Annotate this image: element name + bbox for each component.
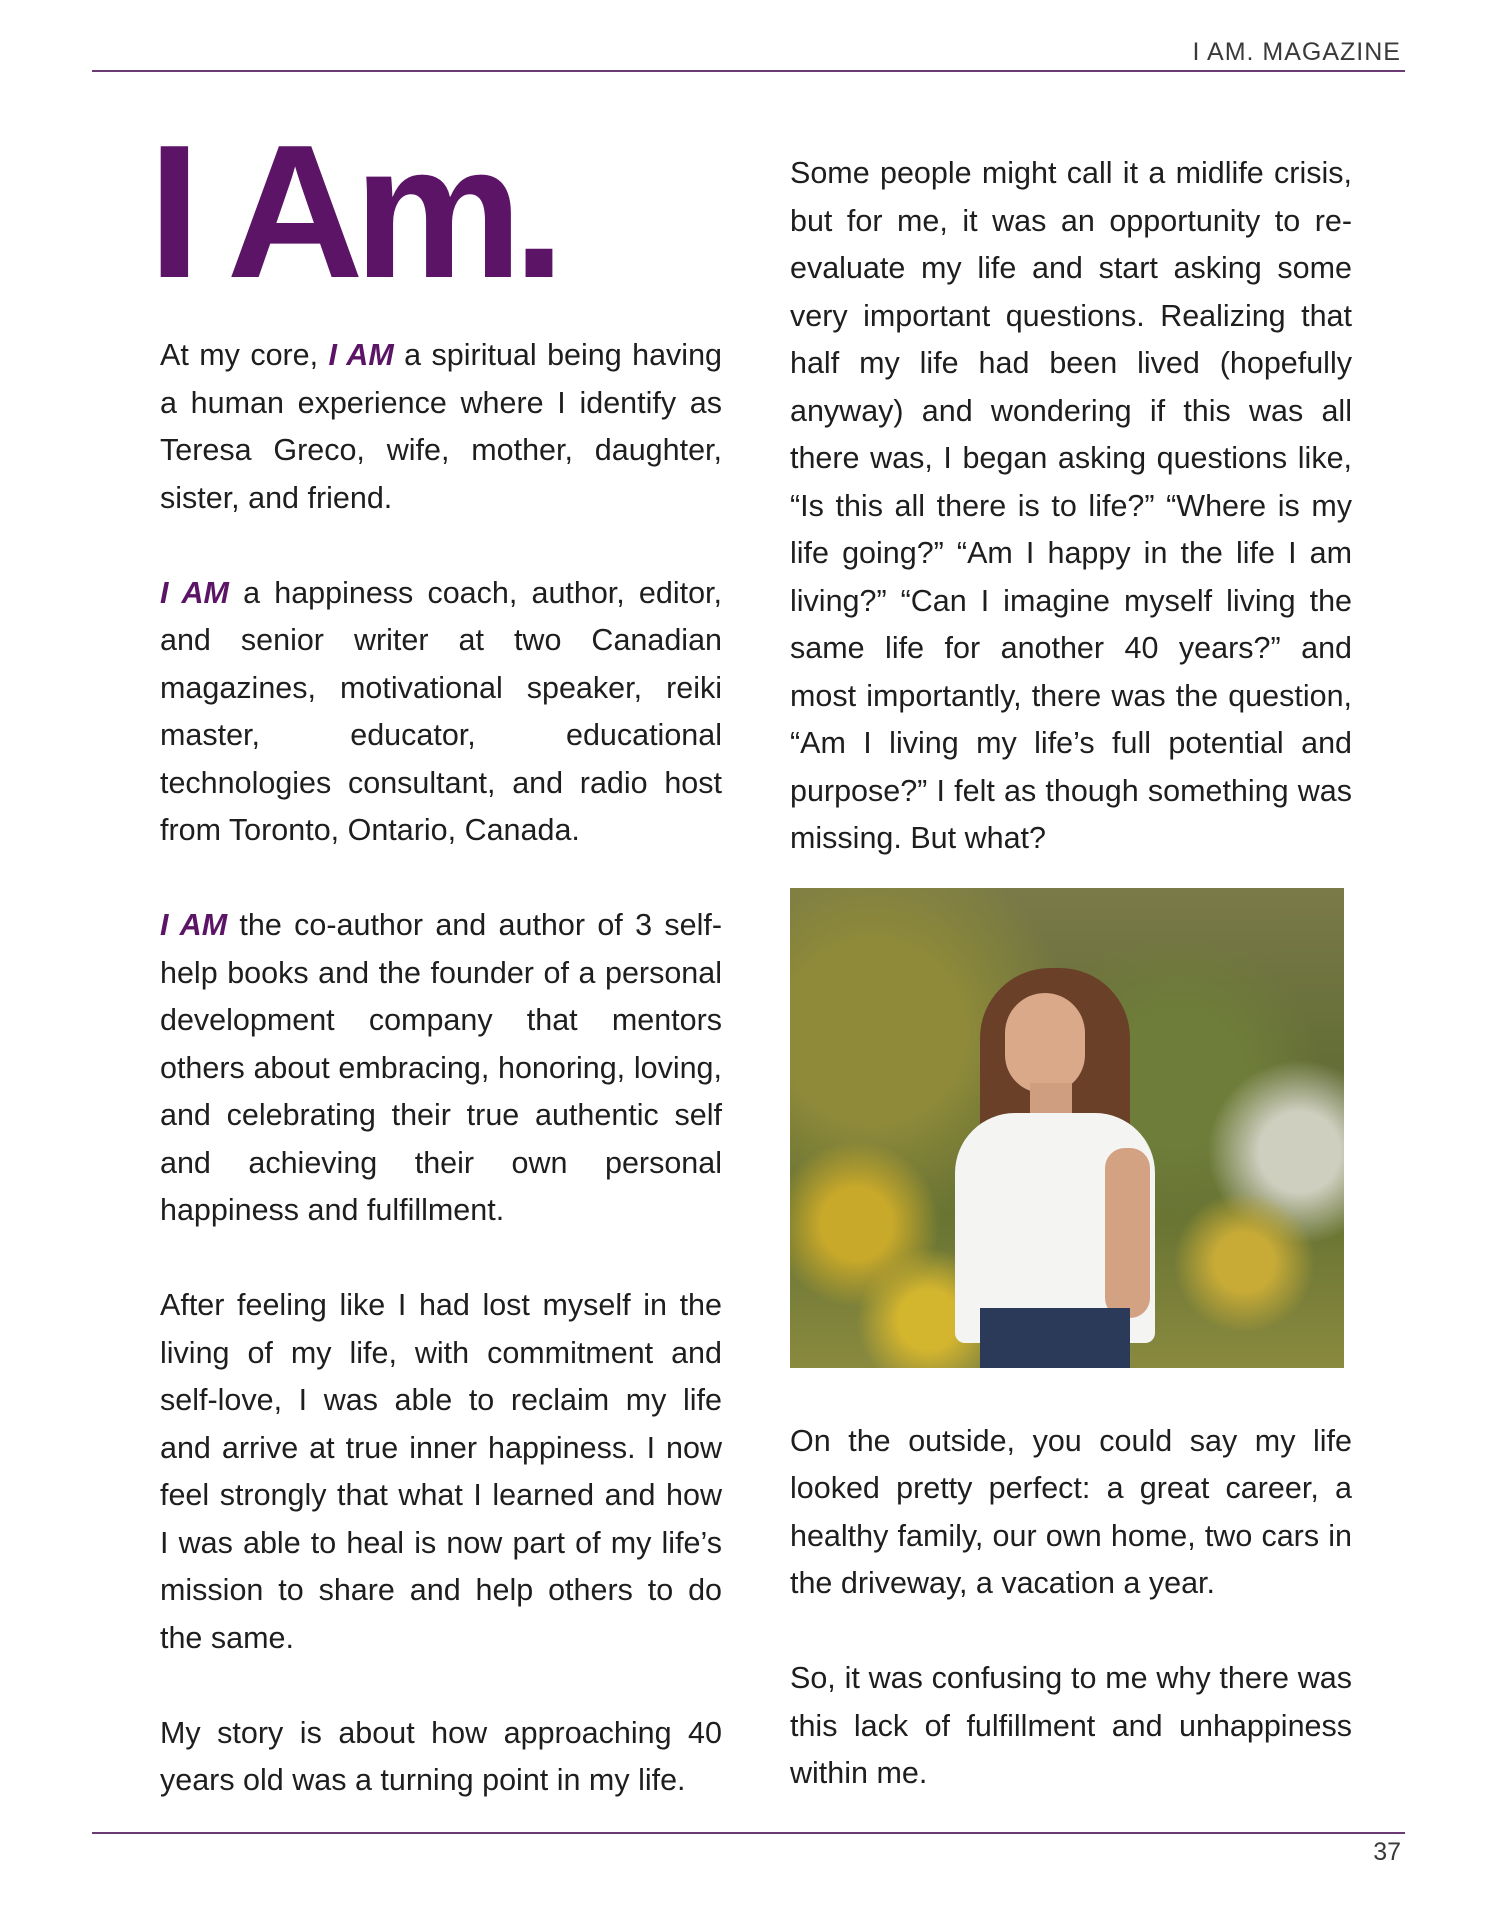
iam-emphasis: I AM <box>160 908 228 942</box>
right-column <box>790 150 1352 1845</box>
paragraph-confusing: So, it was confusing to me why there was this lack of fulfillment and unhappiness within me. <box>790 1661 1352 1790</box>
page-title: I Am. <box>148 106 556 318</box>
left-column <box>160 332 722 1852</box>
paragraph-story: My story is about how approaching 40 years old was a turning point in my life. <box>160 1715 722 1797</box>
photo-arm <box>1105 1148 1150 1318</box>
page-number: 37 <box>1373 1838 1401 1866</box>
paragraph-books: I AM the co-author and author of 3 self-help books and the founder of a personal development company that mentors others about embracing, honoring, loving, and celebrating their true authentic self and achieving their own personal happiness and fulfillment. <box>160 908 722 1227</box>
iam-emphasis: I AM <box>160 575 229 610</box>
paragraph-core: At my core, I AM a spiritual being having a human experience where I identify as Teresa Greco, wife, mother, daughter, sister, and friend. <box>160 338 722 515</box>
photo-jeans <box>980 1308 1130 1368</box>
paragraph-outside: On the outside, you could say my life looked pretty perfect: a great career, a healthy family, our own home, two cars in the driveway, a vacation a year. <box>790 1423 1352 1600</box>
iam-emphasis: I AM <box>328 338 394 372</box>
paragraph-midlife: Some people might call it a midlife crisis, but for me, it was an opportunity to re-evaluate my life and start asking some very important questions. Realizing that half my life had been lived (hopefully anyway) and wondering if this was all there was, I began asking questions like, “Is this all there is to life?” “Where is my life going?” “Am I happy in the life I am living?” “Can I imagine myself living the same life for another 40 years?” and most importantly, there was the question, “Am I living my life’s full potential and purpose?” I felt as though something was missing. But what? <box>790 156 1352 855</box>
magazine-name: I AM. MAGAZINE <box>1192 38 1401 66</box>
portrait-photo <box>790 888 1344 1368</box>
header-rule <box>92 70 1405 72</box>
paragraph-roles: I AM a happiness coach, author, editor, and senior writer at two Canadian magazines, motivational speaker, reiki master, educator, educational technologies consultant, and radio host from Toronto, Ontario, Canada. <box>160 575 723 847</box>
photo-face <box>1005 993 1085 1093</box>
paragraph-reclaim: After feeling like I had lost myself in the living of my life, with commitment and self-love, I was able to reclaim my life and arrive at true inner happiness. I now feel strongly that what I learned and how I was able to heal is now part of my life’s mission to share and help others to do the same. <box>160 1288 722 1655</box>
footer-rule <box>92 1832 1405 1834</box>
